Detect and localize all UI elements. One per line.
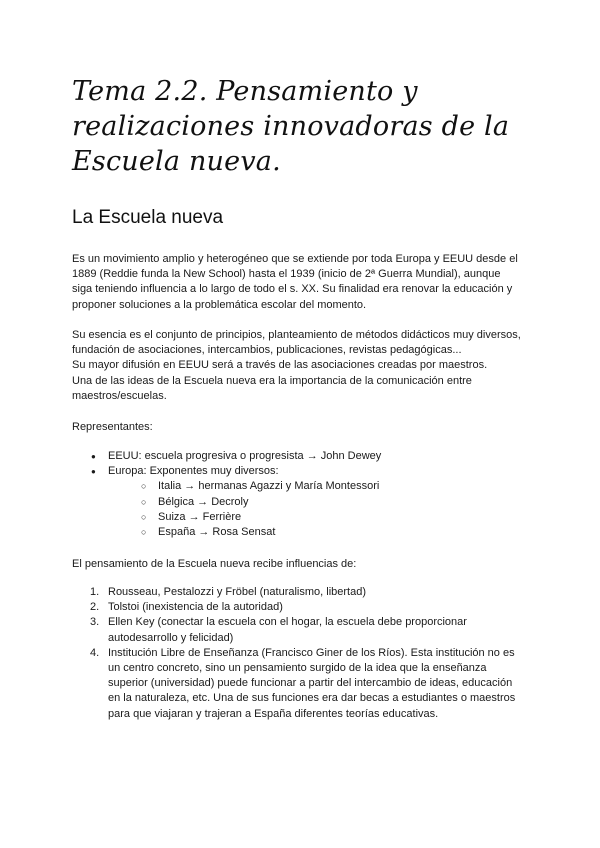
text-line: Su esencia es el conjunto de principios, planteamiento de métodos didácticos muy diversos,: [72, 329, 521, 341]
text-line: siga teniendo influencia a lo largo de todo el s. XX. Su finalidad era renovar la educación y: [72, 283, 513, 296]
text-line: superior (universidad) puede funcionar a partir del intercambio de ideas, educación: [108, 677, 513, 690]
text-line: Su mayor difusión en EEUU será a través de las asociaciones creadas por maestros.: [72, 359, 488, 372]
text-line: maestros/escuelas.: [72, 389, 167, 402]
title-line: Tema 2.2. Pensamiento y: [72, 76, 418, 107]
text-line: Una de las ideas de la Escuela nueva era la importancia de la comunicación entre: [72, 374, 472, 387]
representantes-label: Representantes:: [72, 421, 153, 433]
paragraph-essence: [72, 328, 542, 404]
sublist-item: [108, 479, 542, 494]
list-item: [72, 464, 542, 540]
representantes-list: [72, 449, 542, 540]
list-item-text: España → Rosa Sensat: [158, 526, 276, 539]
sublist-item: [108, 495, 542, 510]
item-number: 3.: [90, 616, 100, 629]
list-item-text: Italia → hermanas Agazzi y María Montessori: [158, 480, 380, 493]
title-line: Escuela nueva.: [72, 146, 281, 177]
item-number: 1.: [90, 586, 100, 598]
text-line: Es un movimiento amplio y heterogéneo que se extiende por toda Europa y EEUU desde el: [72, 253, 518, 265]
text-line: para que viajaran y trajeran a España diferentes teorías educativas.: [108, 707, 439, 720]
sublist-item: [108, 525, 542, 540]
text-line: Rousseau, Pestalozzi y Fröbel (naturalismo, libertad): [108, 586, 367, 598]
text-line: Institución Libre de Enseñanza (Francisco Giner de los Ríos). Esta institución no es: [108, 646, 515, 659]
numbered-item: [72, 600, 542, 615]
text-line: proponer soluciones a la problemática escolar del momento.: [72, 298, 367, 311]
numbered-item: [72, 585, 542, 600]
item-number: 4.: [90, 646, 100, 659]
text-line: Tolstoi (inexistencia de la autoridad): [108, 601, 283, 614]
numbered-item: [72, 615, 542, 645]
list-item: [72, 449, 542, 464]
section-heading: La Escuela nueva: [72, 207, 224, 228]
sublist-item: [108, 510, 542, 525]
document-title: [72, 74, 542, 179]
paragraph-intro: [72, 252, 542, 313]
text-line: 1889 (Reddie funda la New School) hasta el 1939 (inicio de 2ª Guerra Mundial), aunque: [72, 268, 501, 281]
text-line: un centro concreto, sino un pensamiento surgido de la idea que la enseñanza: [108, 662, 487, 675]
text-line: Ellen Key (conectar la escuela con el hogar, la escuela debe proporcionar: [108, 616, 467, 629]
sublist: [108, 479, 542, 540]
title-line: realizaciones innovadoras de la: [72, 111, 510, 142]
item-number: 2.: [90, 601, 100, 614]
list-item-text: Europa: Exponentes muy diversos:: [108, 465, 279, 478]
text-line: autodesarrollo y felicidad): [108, 631, 234, 644]
text-line: en la naturaleza, etc. Una de sus funciones era dar becas a estudiantes o maestros: [108, 692, 516, 705]
list-item-text: EEUU: escuela progresiva o progresista → John Dewey: [108, 450, 382, 462]
list-item-text: Suiza → Ferrière: [158, 510, 242, 523]
numbered-item: [72, 646, 542, 722]
influencias-list: [72, 585, 542, 722]
influencias-label: El pensamiento de la Escuela nueva recibe influencias de:: [72, 558, 357, 570]
text-line: fundación de asociaciones, intercambios, publicaciones, revistas pedagógicas...: [72, 344, 462, 357]
list-item-text: Bélgica → Decroly: [158, 495, 249, 508]
